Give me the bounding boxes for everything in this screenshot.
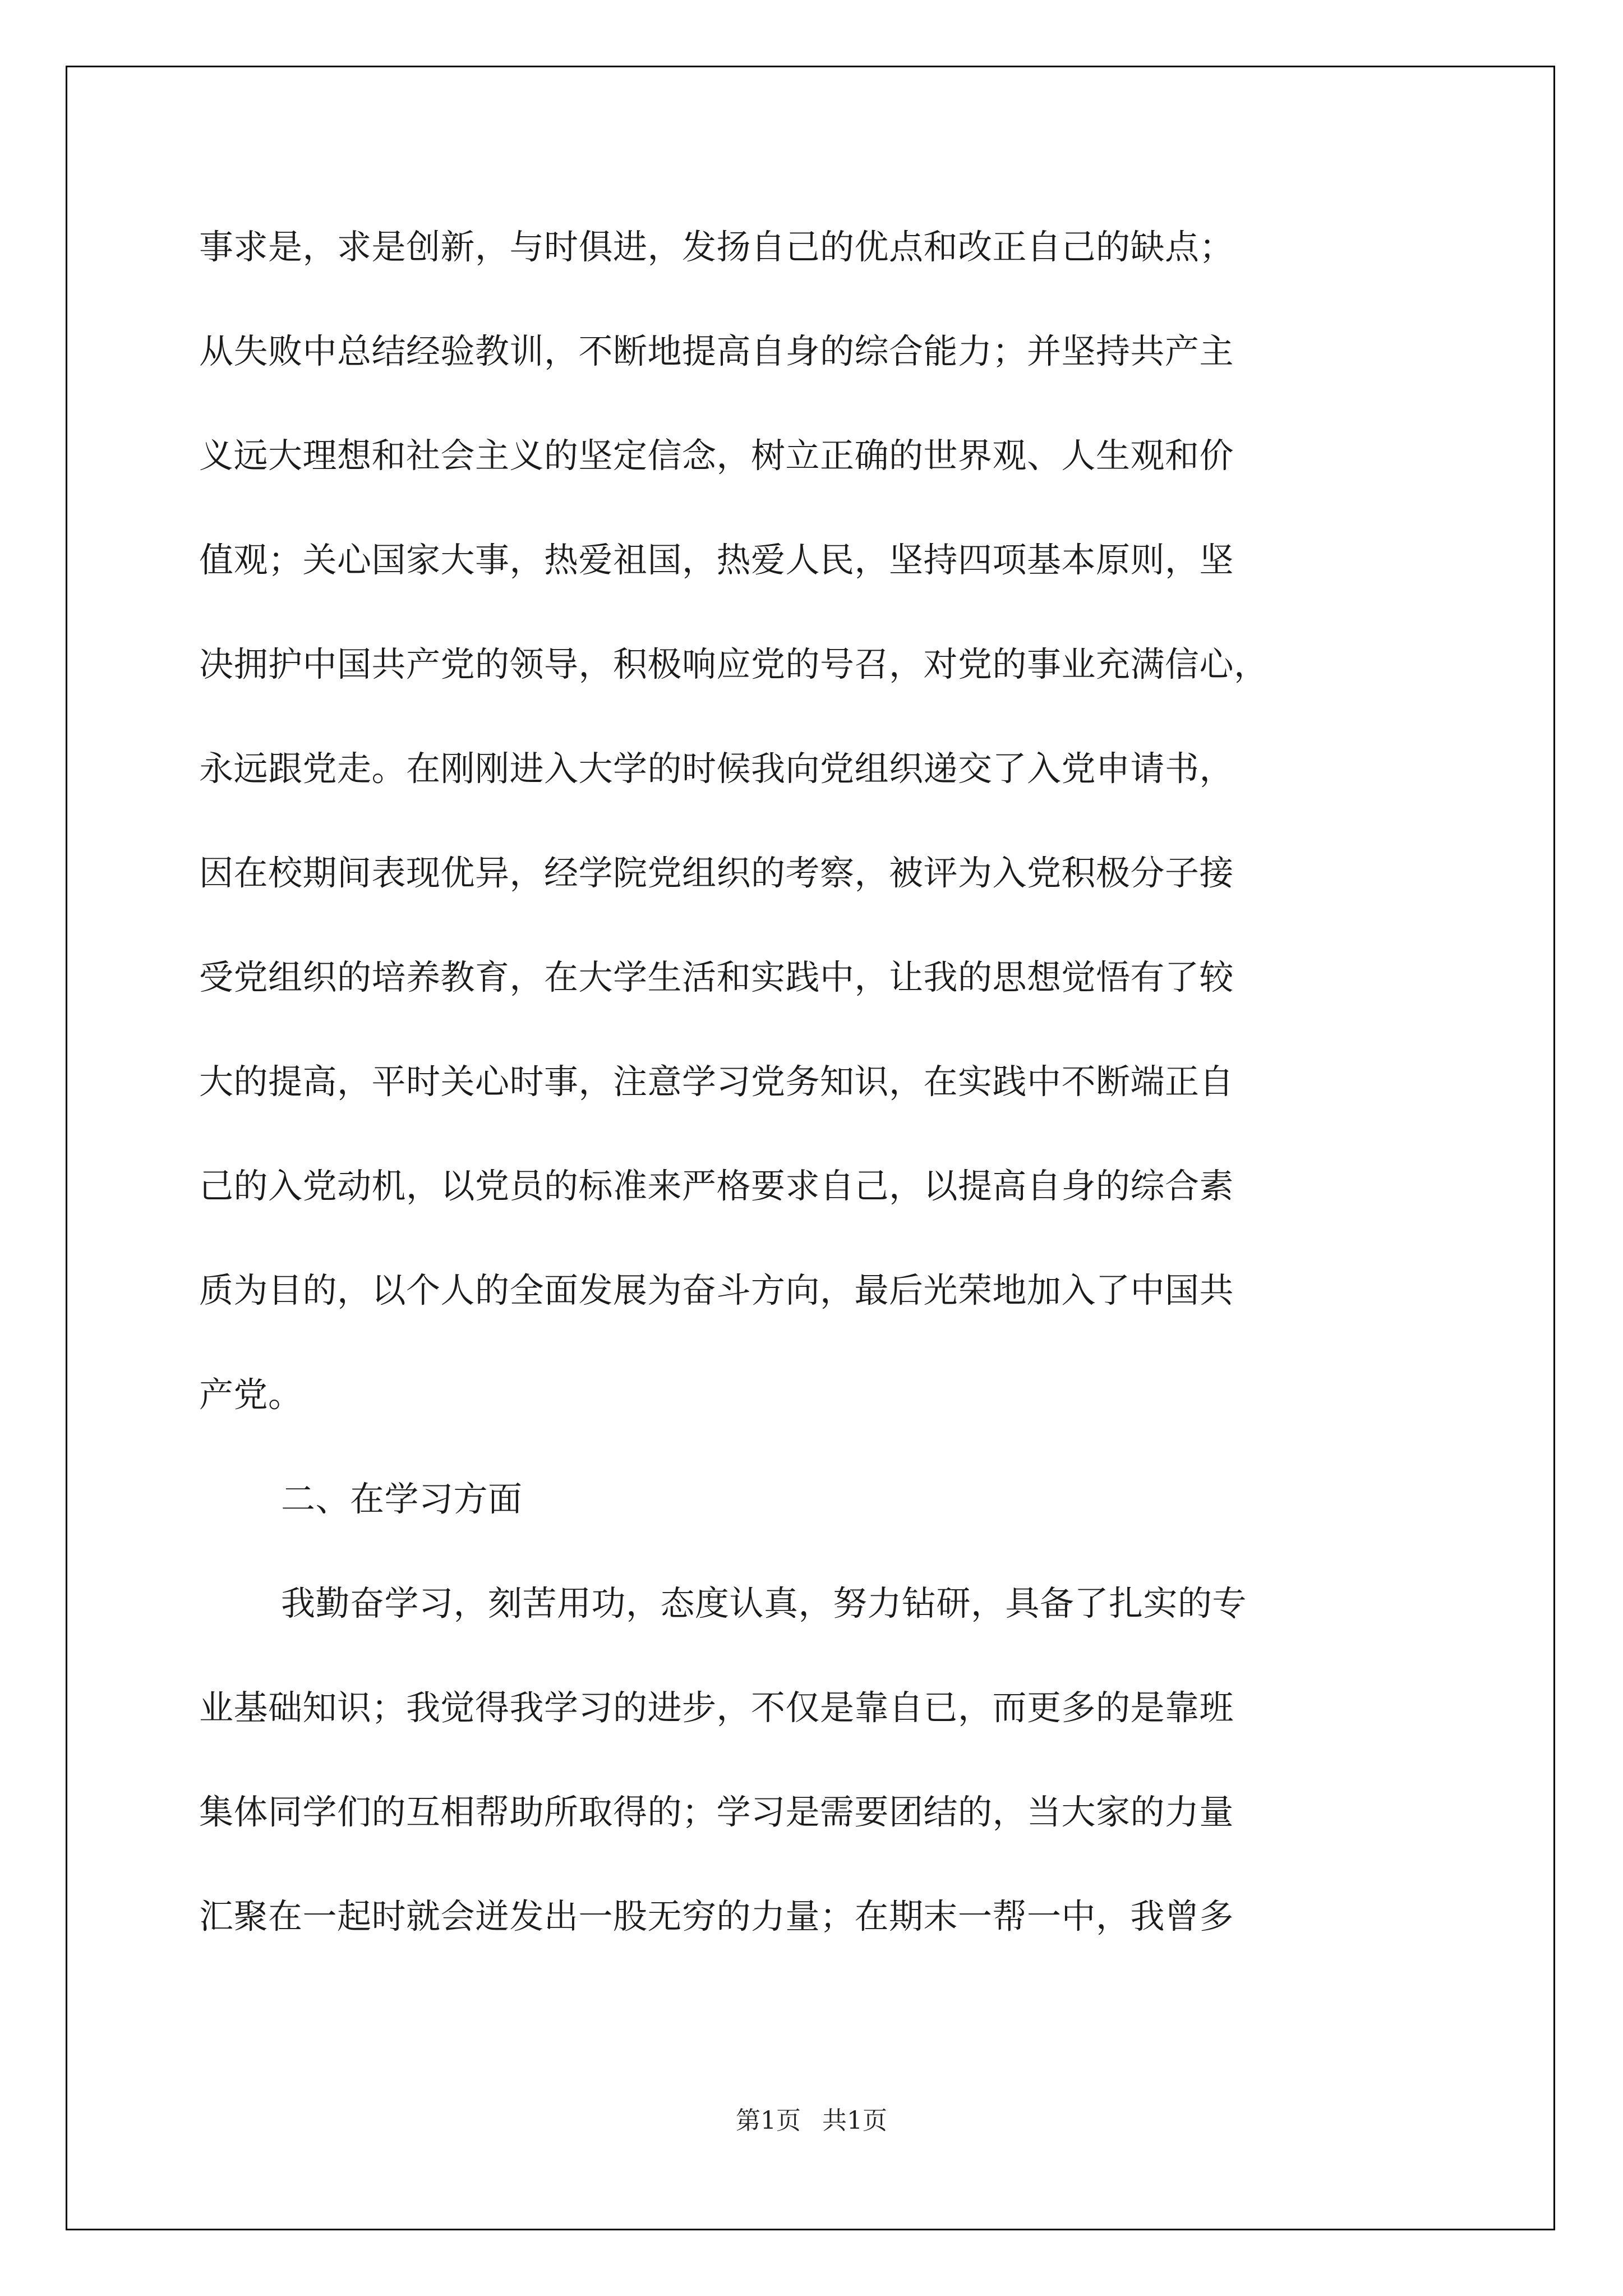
page-footer xyxy=(0,2100,1623,2136)
text-line: 集体同学们的互相帮助所取得的；学习是需要团结的，当大家的力量 xyxy=(199,1792,1234,1832)
page-total: 共1页 xyxy=(822,2106,887,2135)
text-line: 业基础知识；我觉得我学习的进步，不仅是靠自已，而更多的是靠班 xyxy=(199,1688,1234,1728)
text-line: 从失败中总结经验教训，不断地提高自身的综合能力；并坚持共产主 xyxy=(199,332,1234,371)
page-number: 第1页 xyxy=(736,2106,801,2135)
text-line: 汇聚在一起时就会迸发出一股无穷的力量；在期末一帮一中，我曾多 xyxy=(199,1897,1234,1936)
text-line: 事求是，求是创新，与时俱进，发扬自己的优点和改正自己的缺点； xyxy=(199,227,1234,267)
text-line: 值观；关心国家大事，热爱祖国，热爱人民，坚持四项基本原则，坚 xyxy=(199,540,1234,580)
text-line: 义远大理想和社会主义的坚定信念，树立正确的世界观、人生观和价 xyxy=(199,436,1234,476)
text-line: 我勤奋学习，刻苦用功，态度认真，努力钻研，具备了扎实的专 xyxy=(281,1584,1247,1623)
text-line: 质为目的，以个人的全面发展为奋斗方向，最后光荣地加入了中国共 xyxy=(199,1271,1234,1310)
text-line: 决拥护中国共产党的领导，积极响应党的号召，对党的事业充满信心， xyxy=(199,645,1269,684)
text-line: 己的入党动机，以党员的标准来严格要求自己，以提高自身的综合素 xyxy=(199,1166,1234,1206)
document-body xyxy=(199,214,1455,1988)
text-line: 永远跟党走。在刚刚进入大学的时候我向党组织递交了入党申请书， xyxy=(199,749,1234,789)
text-line: 因在校期间表现优异，经学院党组织的考察，被评为入党积极分子接 xyxy=(199,853,1234,893)
text-line: 产党。 xyxy=(199,1375,303,1415)
section-heading: 二、在学习方面 xyxy=(281,1479,523,1519)
text-line: 受党组织的培养教育，在大学生活和实践中，让我的思想觉悟有了较 xyxy=(199,958,1234,997)
text-line: 大的提高，平时关心时事，注意学习党务知识，在实践中不断端正自 xyxy=(199,1062,1234,1102)
